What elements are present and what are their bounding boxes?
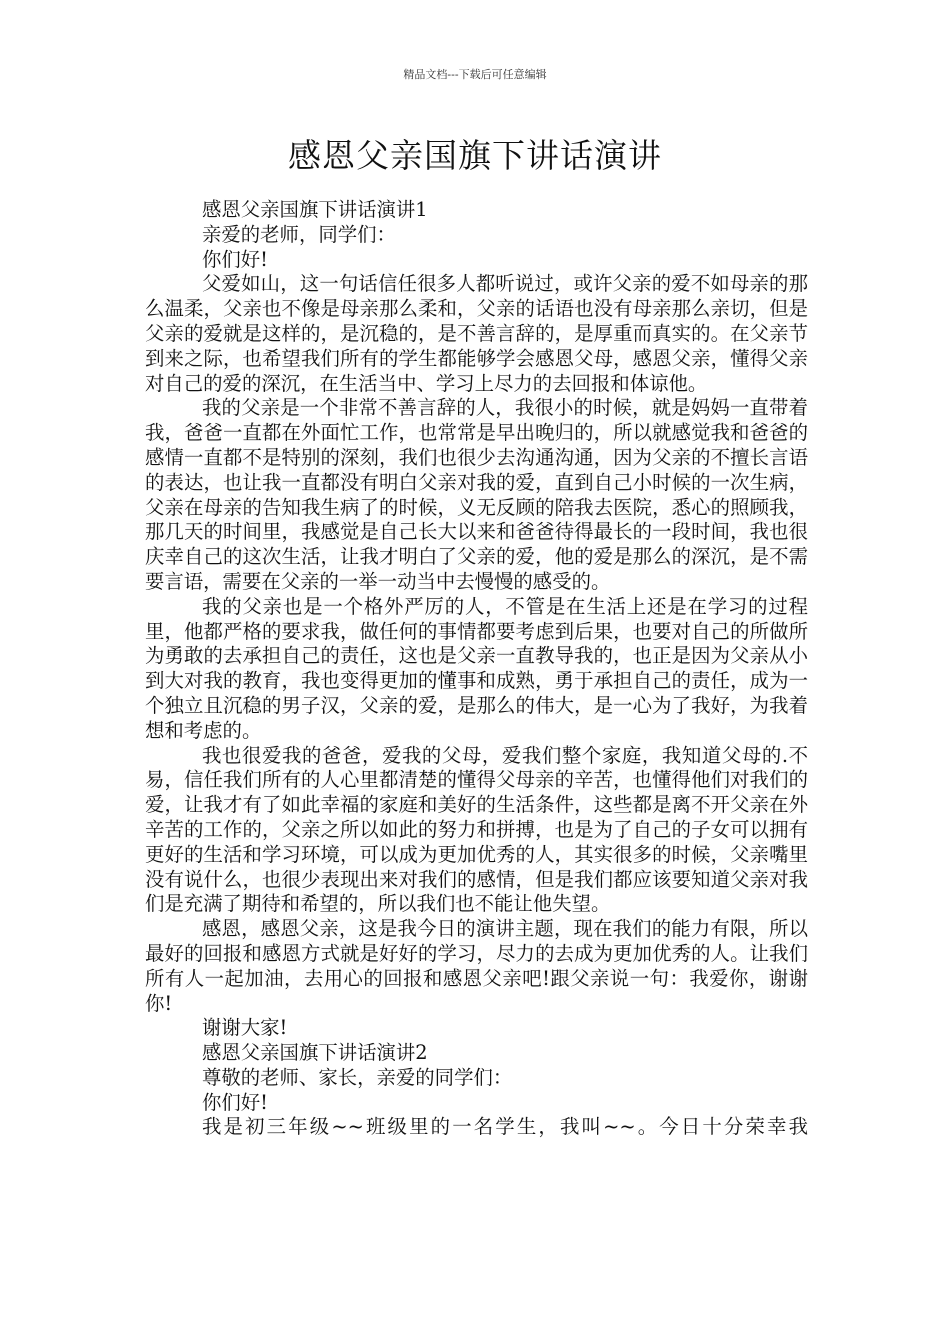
document-title: 感恩父亲国旗下讲话演讲 [288, 136, 662, 175]
speech-heading-2: 感恩父亲国旗下讲话演讲2 [202, 1041, 428, 1065]
paragraph: 感恩，感恩父亲，这是我今日的演讲主题，现在我们的能力有限，所以最好的回报和感恩方式就是好好的学习，尽力的去成为更加优秀的人。让我们所有人一起加油，去用心的回报和感恩父亲吧!跟父亲说一句：我爱你，谢谢你! [145, 917, 808, 1015]
hello-line: 你们好! [202, 1090, 268, 1114]
paragraph: 我的父亲也是一个格外严厉的人，不管是在生活上还是在学习的过程里，他都严格的要求我，做任何的事情都要考虑到后果，也要对自己的所做所为勇敢的去承担自己的责任，这也是父亲一直教导我的，也正是因为父亲从小到大对我的教育，我也变得更加的懂事和成熟，勇于承担自己的责任，成为一个独立且沉稳的男子汉，父亲的爱，是那么的伟大，是一心为了我好，为我着想和考虑的。 [145, 594, 808, 742]
speech-heading-1: 感恩父亲国旗下讲话演讲1 [202, 198, 428, 221]
header-note: 精品文档---下载后可任意编辑 [403, 68, 547, 81]
paragraph: 我是初三年级~~班级里的一名学生，我叫~~。今日十分荣幸我 [202, 1115, 808, 1139]
document-body [145, 198, 808, 1140]
greeting-line: 尊敬的老师、家长，亲爱的同学们： [202, 1065, 513, 1089]
paragraph: 我也很爱我的爸爸，爱我的父母，爱我们整个家庭，我知道父母的.不易，信任我们所有的人心里都清楚的懂得父母亲的辛苦，也懂得他们对我们的爱，让我才有了如此幸福的家庭和美好的生活条件，这些都是离不开父亲在外辛苦的工作的，父亲之所以如此的努力和拼搏，也是为了自己的子女可以拥有更好的生活和学习环境，可以成为更加优秀的人，其实很多的时候，父亲嘴里没有说什么，也很少表现出来对我们的感情，但是我们都应该要知道父亲对我们是充满了期待和希望的，所以我们也不能让他失望。 [145, 743, 808, 916]
greeting-line: 亲爱的老师，同学们： [202, 222, 396, 246]
paragraph: 我的父亲是一个非常不善言辞的人，我很小的时候，就是妈妈一直带着我，爸爸一直都在外面忙工作，也常常是早出晚归的，所以就感觉我和爸爸的感情一直都不是特别的深刻，我们也很少去沟通沟通，因为父亲的不擅长言语的表达，也让我一直都没有明白父亲对我的爱，直到自己小时候的一次生病，父亲在母亲的告知我生病了的时候，义无反顾的陪我去医院，悉心的照顾我，那几天的时间里，我感觉是自己长大以来和爸爸待得最长的一段时间，我也很庆幸自己的这次生活，让我才明白了父亲的爱，他的爱是那么的深沉，是不需要言语，需要在父亲的一举一动当中去慢慢的感受的。 [145, 396, 808, 593]
paragraph: 父爱如山，这一句话信任很多人都听说过，或许父亲的爱不如母亲的那么温柔，父亲也不像是母亲那么柔和，父亲的话语也没有母亲那么亲切，但是父亲的爱就是这样的，是沉稳的，是不善言辞的，是厚重而真实的。在父亲节到来之际，也希望我们所有的学生都能够学会感恩父母，感恩父亲，懂得父亲对自己的爱的深沉，在生活当中、学习上尽力的去回报和体谅他。 [145, 272, 808, 395]
hello-line: 你们好! [202, 247, 268, 271]
thanks-line: 谢谢大家! [202, 1016, 288, 1040]
